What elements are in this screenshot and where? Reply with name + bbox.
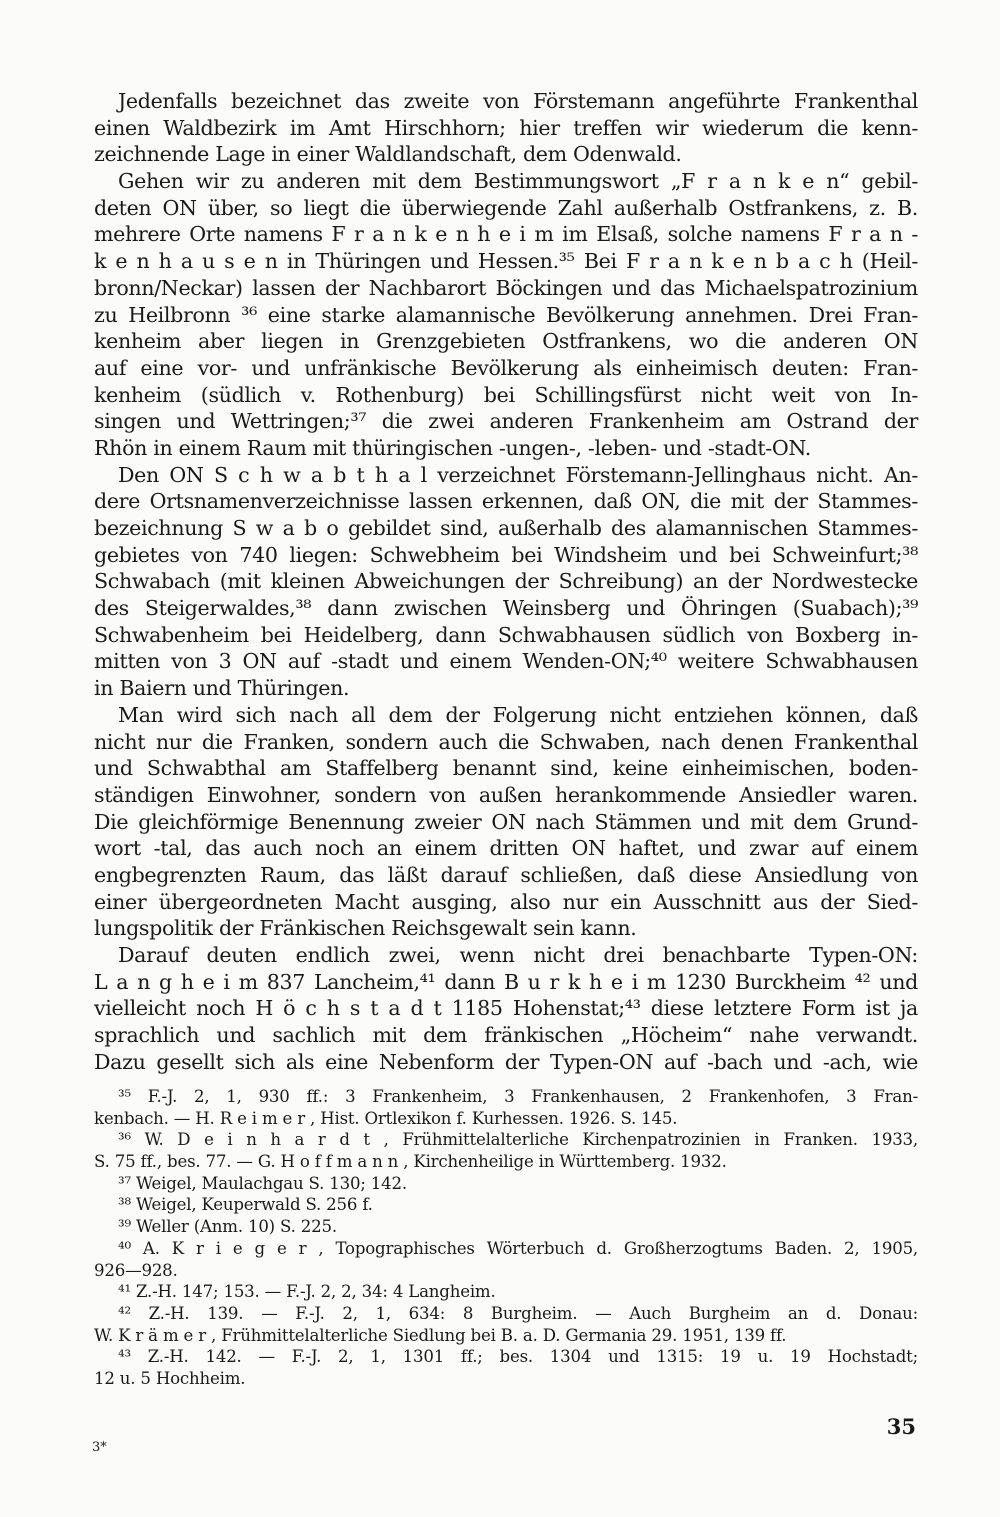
footnote-line: S. 75 ff., bes. 77. — G. H o f f m a n n , Kirchenheilige in Württemberg. 1932. xyxy=(94,1152,727,1172)
footnote-line: ³⁶ W. D e i n h a r d t , Frühmittelalterliche Kirchenpatrozinien in Franken. 1933, xyxy=(118,1130,918,1150)
text-line: singen und Wettringen;³⁷ die zwei anderen Frankenheim am Ostrand der xyxy=(94,409,918,434)
footnote-line: W. K r ä m e r , Frühmittelalterliche Siedlung bei B. a. D. Germania 29. 1951, 139 ff. xyxy=(94,1325,787,1345)
footnotes xyxy=(94,1086,918,1390)
text-line: bronn/Neckar) lassen der Nachbarort Böckingen und das Michaelspatrozinium xyxy=(94,275,918,300)
text-line: und Schwabthal am Staffelberg benannt sind, keine einheimischen, boden- xyxy=(94,756,918,781)
text-line: ständigen Einwohner, sondern von außen herankommende Ansiedler waren. xyxy=(94,782,918,807)
text-line: des Steigerwaldes,³⁸ dann zwischen Weinsberg und Öhringen (Suabach);³⁹ xyxy=(94,596,918,621)
text-line: Jedenfalls bezeichnet das zweite von Förstemann angeführte Frankenthal xyxy=(118,89,918,113)
footnote-line: ³⁹ Weller (Anm. 10) S. 225. xyxy=(118,1217,337,1237)
footnote-line: 12 u. 5 Hochheim. xyxy=(94,1368,246,1388)
text-line: mitten von 3 ON auf -stadt und einem Wenden-ON;⁴⁰ weitere Schwabhausen xyxy=(94,649,918,674)
text-line: wort -tal, das auch noch an einem dritten ON haftet, und zwar auf einem xyxy=(94,836,918,861)
text-line: Man wird sich nach all dem der Folgerung nicht entziehen können, daß xyxy=(118,702,918,727)
body-text xyxy=(94,88,918,1075)
footnote-line: ³⁵ F.-J. 2, 1, 930 ff.: 3 Frankenheim, 3 Frankenhausen, 2 Frankenhofen, 3 Fran- xyxy=(118,1087,918,1106)
footnote-line: ³⁸ Weigel, Keuperwald S. 256 f. xyxy=(118,1195,373,1215)
footnote-line: ⁴¹ Z.-H. 147; 153. — F.-J. 2, 2, 34: 4 Langheim. xyxy=(118,1282,496,1302)
footnote-line: 926—928. xyxy=(94,1260,178,1280)
text-line: kenheim aber liegen in Grenzgebieten Ostfrankens, wo die anderen ON xyxy=(94,329,918,354)
text-line: sprachlich und sachlich mit dem fränkischen „Höcheim“ nahe verwandt. xyxy=(94,1023,918,1048)
text-line: engbegrenzten Raum, das läßt darauf schließen, daß diese Ansiedlung von xyxy=(94,862,918,887)
text-line: kenheim (südlich v. Rothenburg) bei Schillingsfürst nicht weit von In- xyxy=(94,382,918,407)
footnote-list xyxy=(94,1086,918,1390)
signature-mark: 3* xyxy=(92,1440,107,1455)
text-line: Gehen wir zu anderen mit dem Bestimmungswort „F r a n k e n“ gebil- xyxy=(118,169,918,194)
page-number: 35 xyxy=(886,1414,916,1439)
text-line: auf eine vor- und unfränkische Bevölkerung als einheimisch deuten: Fran- xyxy=(94,355,918,380)
text-line: Darauf deuten endlich zwei, wenn nicht drei benachbarte Typen-ON: xyxy=(118,943,918,967)
text-line: zu Heilbronn ³⁶ eine starke alamannische Bevölkerung annehmen. Drei Fran- xyxy=(94,302,918,327)
text-line: lungspolitik der Fränkischen Reichsgewalt sein kann. xyxy=(94,916,637,941)
text-line: gebietes von 740 liegen: Schwebheim bei Windsheim und bei Schweinfurt;³⁸ xyxy=(94,542,918,567)
text-line: mehrere Orte namens F r a n k e n h e i m im Elsaß, solche namens F r a n - xyxy=(94,222,918,247)
footnote-line: kenbach. — H. R e i m e r , Hist. Ortlexikon f. Kurhessen. 1926. S. 145. xyxy=(94,1108,678,1128)
text-line: Rhön in einem Raum mit thüringischen -ungen-, -leben- und -stadt-ON. xyxy=(94,435,811,460)
text-line: vielleicht noch H ö c h s t a d t 1185 Hohenstat;⁴³ diese letztere Form ist ja xyxy=(94,996,918,1021)
footnote-line: ⁴⁰ A. K r i e g e r , Topographisches Wörterbuch d. Großherzogtums Baden. 2, 1905, xyxy=(118,1238,918,1258)
text-line: L a n g h e i m 837 Lancheim,⁴¹ dann B u r k h e i m 1230 Burckheim ⁴² und xyxy=(94,969,918,994)
text-line: einen Waldbezirk im Amt Hirschhorn; hier treffen wir wiederum die kenn- xyxy=(94,115,918,140)
text-line: dere Ortsnamenverzeichnisse lassen erkennen, daß ON, die mit der Stammes- xyxy=(94,489,918,514)
footnote-line: ³⁷ Weigel, Maulachgau S. 130; 142. xyxy=(118,1173,407,1193)
text-line: Den ON S c h w a b t h a l verzeichnet Förstemann-Jellinghaus nicht. An- xyxy=(118,462,918,487)
body-paragraphs xyxy=(94,88,918,1075)
text-line: Die gleichförmige Benennung zweier ON nach Stämmen und mit dem Grund- xyxy=(94,809,918,834)
text-line: in Baiern und Thüringen. xyxy=(94,676,350,701)
text-line: einer übergeordneten Macht ausging, also nur ein Ausschnitt aus der Sied- xyxy=(94,889,918,914)
text-line: zeichnende Lage in einer Waldlandschaft, dem Odenwald. xyxy=(94,142,682,167)
text-line: Dazu gesellt sich als eine Nebenform der Typen-ON auf -bach und -ach, wie xyxy=(94,1049,918,1074)
text-line: k e n h a u s e n in Thüringen und Hessen.³⁵ Bei F r a n k e n b a c h (Heil- xyxy=(94,249,918,274)
text-line: Schwabach (mit kleinen Abweichungen der Schreibung) an der Nordwestecke xyxy=(94,569,918,594)
text-line: nicht nur die Franken, sondern auch die Schwaben, nach denen Frankenthal xyxy=(94,729,918,754)
footnote-line: ⁴² Z.-H. 139. — F.-J. 2, 1, 634: 8 Burgheim. — Auch Burgheim an d. Donau: xyxy=(118,1303,918,1323)
footnote-line: ⁴³ Z.-H. 142. — F.-J. 2, 1, 1301 ff.; bes. 1304 und 1315: 19 u. 19 Hochstadt; xyxy=(118,1347,918,1367)
text-line: bezeichnung S w a b o gebildet sind, außerhalb des alamannischen Stammes- xyxy=(94,516,918,540)
text-line: deten ON über, so liegt die überwiegende Zahl außerhalb Ostfrankens, z. B. xyxy=(94,195,918,220)
text-line: Schwabenheim bei Heidelberg, dann Schwabhausen südlich von Boxberg in- xyxy=(94,622,918,647)
